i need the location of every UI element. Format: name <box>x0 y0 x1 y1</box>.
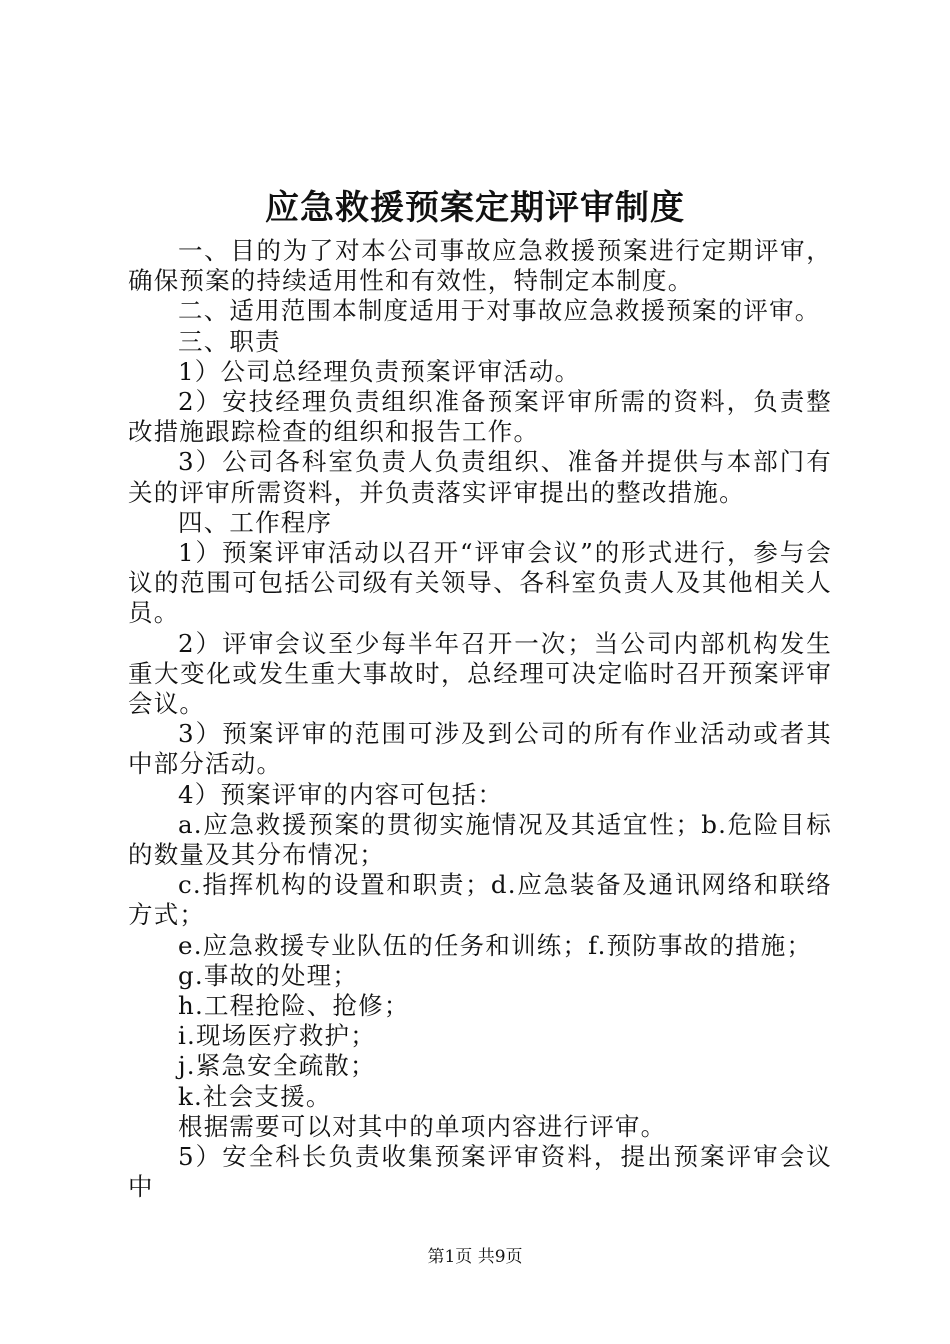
list-item-i: i.现场医疗救护； <box>178 1021 376 1051</box>
document-body <box>128 236 832 1203</box>
list-item-a-b: a.应急救援预案的贯彻实施情况及其适宜性；b.危险目标的数量及其分布情况； <box>128 809 832 870</box>
paragraph-responsibility-2: 2）安技经理负责组织准备预案评审所需的资料，负责整改措施跟踪检查的组织和报告工作。 <box>128 387 832 447</box>
paragraph-scope: 二、适用范围本制度适用于对事故应急救援预案的评审。 <box>178 296 821 326</box>
list-item-c-d: c.指挥机构的设置和职责；d.应急装备及通讯网络和联络方式； <box>128 870 832 930</box>
paragraph-procedure-2: 2）评审会议至少每半年召开一次；当公司内部机构发生重大变化或发生重大事故时，总经理可决定临时召开预案评审会议。 <box>128 628 832 719</box>
paragraph-procedure-4: 4）预案评审的内容可包括： <box>178 779 504 809</box>
list-item-e-f: e.应急救援专业队伍的任务和训练；f.预防事故的措施； <box>178 930 813 960</box>
list-item-g: g.事故的处理； <box>178 960 359 990</box>
paragraph-responsibility-1: 1）公司总经理负责预案评审活动。 <box>178 356 581 386</box>
heading-responsibilities: 三、职责 <box>178 326 281 356</box>
paragraph-purpose: 一、目的为了对本公司事故应急救援预案进行定期评审，确保预案的持续适用性和有效性，特制定本制度。 <box>128 236 832 296</box>
paragraph-procedure-5: 5）安全科长负责收集预案评审资料，提出预案评审会议中 <box>128 1142 832 1202</box>
list-item-k: k.社会支援。 <box>178 1081 332 1111</box>
paragraph-single-item-review: 根据需要可以对其中的单项内容进行评审。 <box>178 1111 667 1141</box>
heading-procedure: 四、工作程序 <box>178 507 333 537</box>
document-title: 应急救援预案定期评审制度 <box>265 188 685 228</box>
page-number-footer: 第1页 共9页 <box>427 1247 523 1267</box>
paragraph-responsibility-3: 3）公司各科室负责人负责组织、准备并提供与本部门有关的评审所需资料，并负责落实评审提出的整改措施。 <box>128 447 832 507</box>
list-item-h: h.工程抢险、抢修； <box>178 991 410 1021</box>
list-item-j: j.紧急安全疏散； <box>178 1051 376 1081</box>
paragraph-procedure-3: 3）预案评审的范围可涉及到公司的所有作业活动或者其中部分活动。 <box>128 719 832 779</box>
paragraph-procedure-1: 1）预案评审活动以召开“评审会议”的形式进行，参与会议的范围可包括公司级有关领导、各科室负责人及其他相关人员。 <box>128 538 832 628</box>
